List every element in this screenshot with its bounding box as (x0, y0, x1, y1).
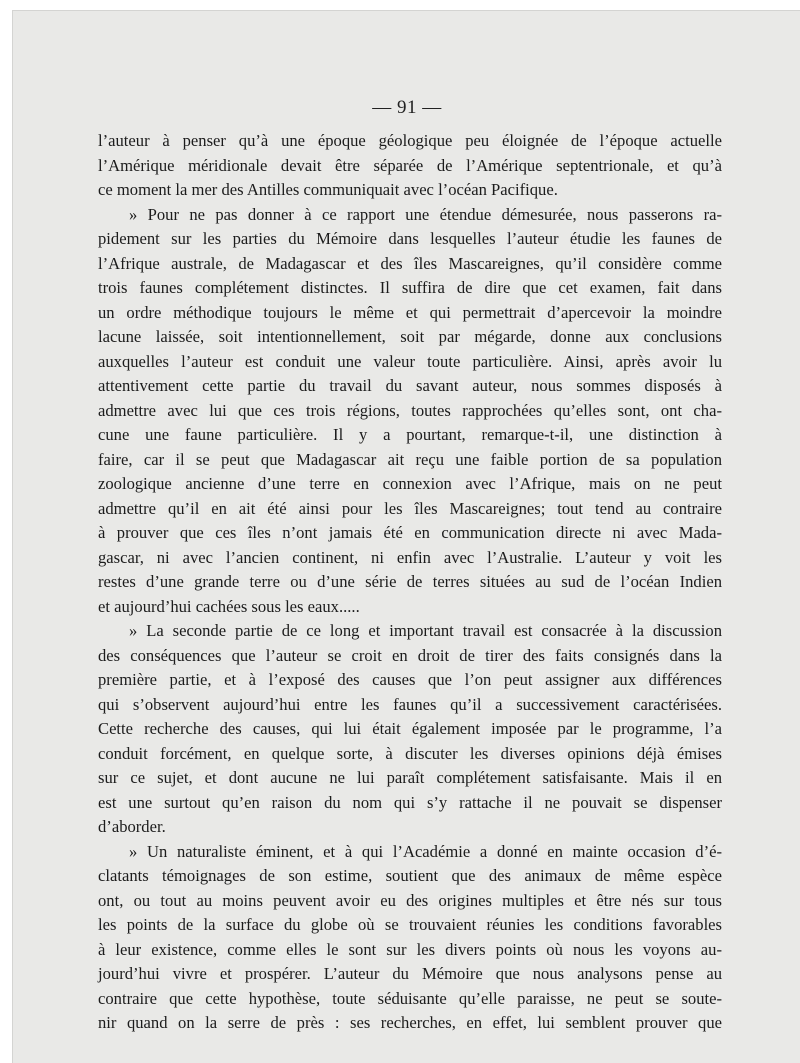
text-line: est une surtout qu’en raison du nom qui s’y rattache il ne pouvait se dispenser (98, 792, 722, 812)
text-line: » Pour ne pas donner à ce rapport une étendue démesurée, nous passerons ra- (129, 204, 722, 224)
text-line: » La seconde partie de ce long et important travail est consacrée à la discussion (129, 621, 722, 640)
page-number: — 91 — (372, 97, 442, 118)
text-line: cune une faune particulière. Il y a pourtant, remarque-t-il, une distinction à (98, 425, 722, 444)
text-line: restes d’une grande terre ou d’une série de terres situées au sud de l’océan Indien (98, 572, 722, 591)
text-line: Cette recherche des causes, qui lui était également imposée par le programme, l’a (98, 719, 722, 738)
text-line: les points de la surface du globe où se trouvaient réunies les conditions favorables (98, 915, 722, 934)
text-line: ce moment la mer des Antilles communiquait avec l’océan Pacifique. (98, 180, 558, 199)
text-line: faire, car il se peut que Madagascar ait reçu une faible portion de sa population (98, 449, 722, 469)
body-text (98, 129, 722, 1036)
text-line: gascar, ni avec l’ancien continent, ni enfin avec l’Australie. L’auteur y voit les (98, 547, 722, 567)
text-line: l’Afrique australe, de Madagascar et des îles Mascareignes, qu’il considère comme (98, 253, 722, 273)
document-page (12, 10, 800, 1063)
text-line: nir quand on la serre de près : ses recherches, en effet, lui semblent prouver que (98, 1013, 722, 1032)
text-line: auxquelles l’auteur est conduit une valeur toute particulière. Ainsi, après avoir lu (98, 351, 722, 371)
text-line: à prouver que ces îles n’ont jamais été en communication directe ni avec Mada- (98, 523, 722, 542)
text-line: lacune laissée, soit intentionnellement, soit par mégarde, donne aux conclusions (98, 327, 722, 346)
text-line: et aujourd’hui cachées sous les eaux..... (98, 596, 360, 616)
text-line: attentivement cette partie du travail du savant auteur, nous sommes disposés à (98, 376, 722, 395)
text-line: admettre avec lui que ces trois régions, toutes rapprochées qu’elles sont, ont cha- (98, 400, 722, 420)
text-line: première partie, et à l’exposé des causes que l’on peut assigner aux différences (98, 670, 722, 689)
text-line: contraire que cette hypothèse, toute séduisante qu’elle paraisse, ne peut se soute- (98, 988, 722, 1008)
text-line: ont, ou tout au moins peuvent avoir eu des origines multiples et être nés sur tous (98, 890, 722, 910)
text-line: à leur existence, comme elles le sont sur les divers points où nous les voyons au- (98, 939, 722, 959)
text-line: » Un naturaliste éminent, et à qui l’Académie a donné en mainte occasion d’é- (129, 841, 722, 861)
text-line: un ordre méthodique toujours le même et qui permettrait d’apercevoir la moindre (98, 302, 722, 322)
text-line: d’aborder. (98, 817, 166, 836)
text-line: sur ce sujet, et dont aucune ne lui paraît complétement satisfaisante. Mais il en (98, 768, 722, 787)
text-line: clatants témoignages de son estime, soutient que des animaux de même espèce (98, 866, 722, 885)
text-line: des conséquences que l’auteur se croit en droit de tirer des faits consignés dans la (98, 645, 722, 665)
text-line: conduit forcément, en quelque sorte, à discuter les diverses opinions déjà émises (98, 743, 722, 763)
text-line: pidement sur les parties du Mémoire dans lesquelles l’auteur étudie les faunes de (98, 229, 722, 248)
text-line: trois faunes complétement distinctes. Il suffira de dire que cet examen, fait dans (98, 278, 722, 297)
text-line: zoologique ancienne d’une terre en connexion avec l’Afrique, mais on ne peut (98, 474, 722, 493)
text-line: jourd’hui vivre et prospérer. L’auteur du Mémoire que nous analysons pense au (98, 964, 722, 983)
text-line: l’Amérique méridionale devait être séparée de l’Amérique septentrionale, et qu’à (98, 155, 722, 175)
text-line: admettre qu’il en ait été ainsi pour les îles Mascareignes; tout tend au contraire (98, 498, 722, 518)
text-line: qui s’observent aujourd’hui entre les faunes qu’il a successivement caractérisées. (98, 694, 722, 714)
text-line: l’auteur à penser qu’à une époque géologique peu éloignée de l’époque actuelle (98, 131, 722, 150)
